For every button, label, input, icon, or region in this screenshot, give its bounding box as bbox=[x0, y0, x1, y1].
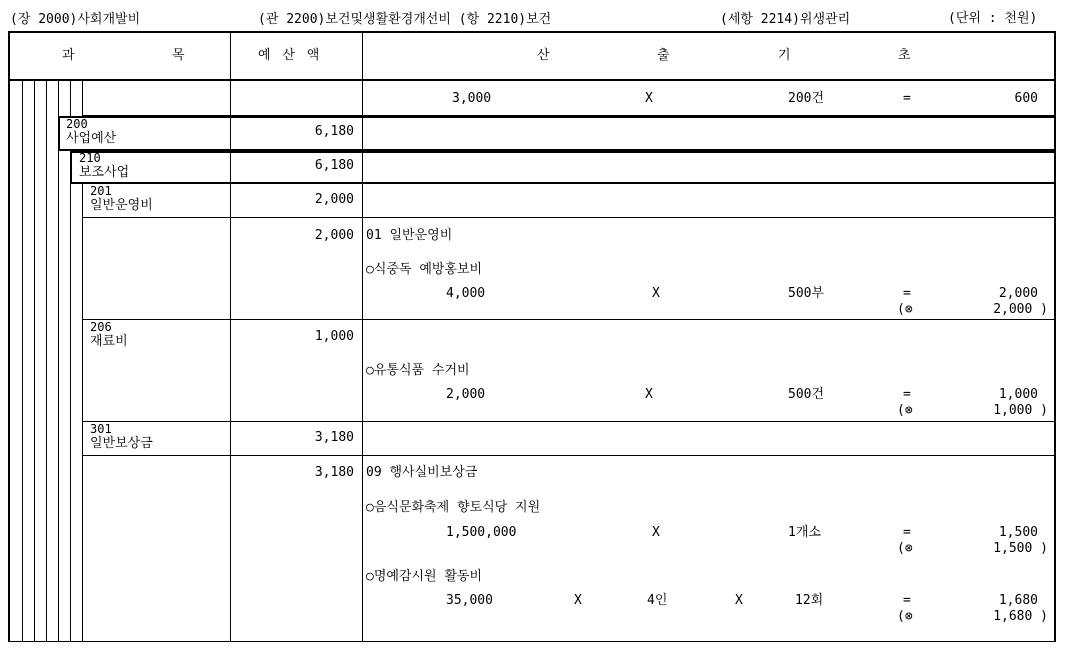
row-210-amount: 6,180 bbox=[314, 158, 354, 173]
col-header-calc-3: 기 bbox=[778, 48, 791, 63]
gwan-hang-label: (관 2200)보건및생활환경개선비 (항 2210)보건 bbox=[258, 12, 552, 27]
level-line-5a bbox=[70, 81, 71, 116]
row-201-detail-sub-open: (⊗ bbox=[897, 302, 913, 317]
row-206-name: 재료비 bbox=[90, 334, 128, 349]
col-header-gwa: 과 bbox=[62, 48, 75, 63]
row-301-detail-i2-b: 4인 bbox=[647, 593, 668, 608]
row-201-detail-item: ○식중독 예방홍보비 bbox=[366, 262, 483, 277]
col-header-calc-2: 출 bbox=[657, 48, 670, 63]
row-201-name: 일반운영비 bbox=[90, 198, 153, 213]
row-301-amount: 3,180 bbox=[314, 430, 354, 445]
top-calc-eq: = bbox=[903, 91, 911, 106]
row-206-item: ○유통식품 수거비 bbox=[366, 363, 470, 378]
row-210-code: 210 bbox=[79, 151, 101, 165]
top-calc-a: 3,000 bbox=[452, 91, 492, 106]
level-line-3 bbox=[46, 81, 47, 642]
row-301-detail-i1-x: X bbox=[652, 525, 660, 540]
row-206-bottom bbox=[82, 421, 1056, 422]
top-calc-x: X bbox=[645, 91, 653, 106]
row-301-detail-i2-a: 35,000 bbox=[446, 593, 493, 608]
row-301-detail-item1: ○음식문화축제 향토식당 지원 bbox=[366, 500, 541, 515]
row-201-amount: 2,000 bbox=[314, 192, 354, 207]
row-301-detail-i1-b: 1개소 bbox=[788, 525, 821, 540]
row-201-detail-b: 500부 bbox=[788, 286, 825, 301]
row-301-detail-i1-sub-total: 1,500 ) bbox=[993, 541, 1048, 556]
row-210-name: 보조사업 bbox=[79, 165, 130, 180]
row-201-detail-total: 2,000 bbox=[998, 286, 1038, 301]
level-line-4 bbox=[58, 81, 59, 642]
level-line-6a bbox=[82, 81, 83, 116]
row-301-detail-i2-total: 1,680 bbox=[998, 593, 1038, 608]
row-301-bottom bbox=[82, 455, 1056, 456]
row-206-amount: 1,000 bbox=[314, 329, 354, 344]
level-line-2 bbox=[34, 81, 35, 642]
row-200-name: 사업예산 bbox=[66, 131, 117, 146]
row-301-detail-i2-x1: X bbox=[574, 593, 582, 608]
row-201-bottom bbox=[82, 217, 1056, 218]
level-line-6b bbox=[82, 184, 83, 642]
row-201-detail-x: X bbox=[652, 286, 660, 301]
row-206-x: X bbox=[645, 387, 653, 402]
table-left-border bbox=[8, 31, 10, 642]
row-201-code: 201 bbox=[90, 184, 112, 198]
row-210-box bbox=[70, 151, 1056, 184]
row-206-sub-total: 1,000 ) bbox=[993, 403, 1048, 418]
row-301-detail-i1-sub-open: (⊗ bbox=[897, 541, 913, 556]
row-301-detail-amount: 3,180 bbox=[314, 465, 354, 480]
level-line-5b bbox=[70, 152, 71, 642]
row-301-detail-i1-total: 1,500 bbox=[998, 525, 1038, 540]
col-header-calc-4: 초 bbox=[898, 48, 911, 63]
row-301-detail-i1-a: 1,500,000 bbox=[446, 525, 517, 540]
row-301-detail-i1-eq: = bbox=[903, 525, 911, 540]
row-201-detail-eq: = bbox=[903, 286, 911, 301]
row-200-amount: 6,180 bbox=[314, 124, 354, 139]
col-header-mok: 목 bbox=[172, 48, 185, 63]
row-301-name: 일반보상금 bbox=[90, 436, 153, 451]
row-206-total: 1,000 bbox=[998, 387, 1038, 402]
row-206-eq: = bbox=[903, 387, 911, 402]
unit-label: (단위 : 천원) bbox=[948, 11, 1038, 26]
row-301-detail-i2-sub-open: (⊗ bbox=[897, 609, 913, 624]
level-line-1 bbox=[22, 81, 23, 642]
sehang-label: (세항 2214)위생관리 bbox=[720, 12, 851, 27]
table-bottom-border bbox=[8, 641, 1056, 642]
row-301-code: 301 bbox=[90, 422, 112, 436]
row-301-detail-i2-sub-total: 1,680 ) bbox=[993, 609, 1048, 624]
row-301-detail-title: 09 행사실비보상금 bbox=[366, 465, 478, 480]
row-206-b: 500건 bbox=[788, 387, 825, 402]
row-206-a: 2,000 bbox=[446, 387, 486, 402]
col-header-calc-1: 산 bbox=[537, 48, 550, 63]
header-bottom-border bbox=[8, 79, 1056, 81]
row-201-detail-title: 01 일반운영비 bbox=[366, 228, 453, 243]
col-header-budget: 예 산 액 bbox=[258, 48, 322, 63]
table-top-border bbox=[8, 31, 1056, 33]
top-calc-b: 200건 bbox=[788, 91, 825, 106]
row-200-box bbox=[58, 116, 1056, 151]
row-201-detail-a: 4,000 bbox=[446, 286, 486, 301]
jang-label: (장 2000)사회개발비 bbox=[10, 12, 141, 27]
row-301-detail-item2: ○명예감시원 활동비 bbox=[366, 569, 483, 584]
row-301-detail-i2-c: 12회 bbox=[795, 593, 824, 608]
row-200-code: 200 bbox=[66, 117, 88, 131]
row-206-sub-open: (⊗ bbox=[897, 403, 913, 418]
row-206-code: 206 bbox=[90, 320, 112, 334]
row-301-detail-i2-x2: X bbox=[735, 593, 743, 608]
row-201-detail-amount: 2,000 bbox=[314, 228, 354, 243]
row-201-detail-bottom bbox=[82, 319, 1056, 320]
row-201-detail-sub-total: 2,000 ) bbox=[993, 302, 1048, 317]
top-calc-total: 600 bbox=[1014, 91, 1038, 106]
row-301-detail-i2-eq: = bbox=[903, 593, 911, 608]
